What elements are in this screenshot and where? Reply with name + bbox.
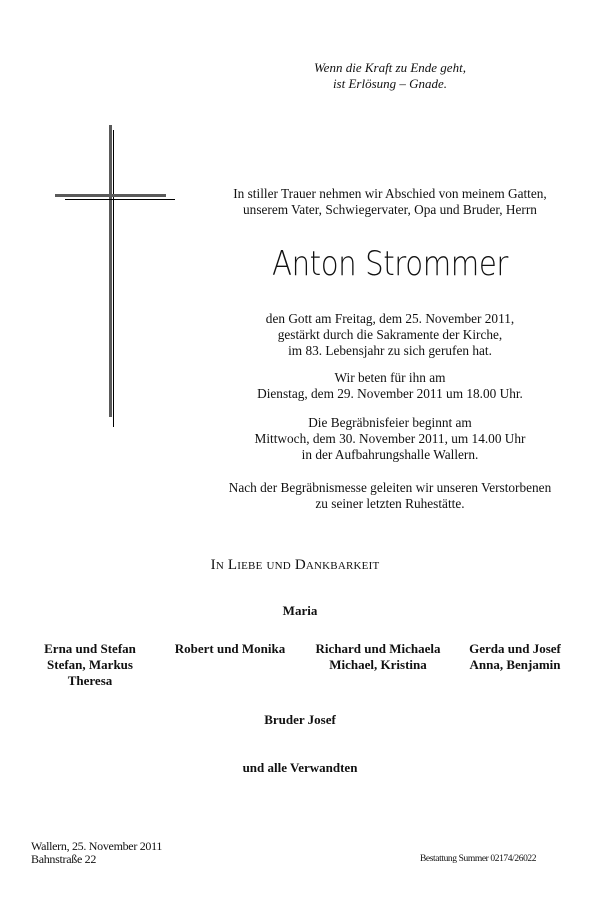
family-line: Erna und Stefan (44, 641, 136, 656)
family-line: Robert und Monika (174, 641, 286, 656)
cross-horizontal-thin-line (65, 199, 175, 200)
family-line: Stefan, Markus (47, 657, 133, 672)
mourner-family (15, 641, 165, 689)
family-line: Anna, Benjamin (469, 657, 561, 672)
prayer-notice (200, 370, 580, 402)
prayer-line: Dienstag, dem 29. November 2011 um 18.00 Uhr. (257, 386, 523, 401)
burial-notice (200, 480, 580, 512)
intro-text (200, 186, 580, 218)
cross-vertical-thin-line (113, 130, 114, 427)
family-line: Michael, Kristina (329, 657, 427, 672)
footer-undertaker: Bestattung Summer 02174/26022 (420, 854, 537, 864)
funeral-line: in der Aufbahrungshalle Wallern. (301, 447, 479, 462)
burial-line: Nach der Begräbnismesse geleiten wir unseren Verstorbenen (228, 480, 552, 495)
death-notice-line: im 83. Lebensjahr zu sich gerufen hat. (288, 343, 492, 358)
mourner-family (155, 641, 305, 657)
footer-address-block (31, 840, 162, 866)
mourner-spouse: Maria (282, 603, 318, 618)
deceased-name: Anton Strommer (272, 244, 508, 284)
motto-line: Wenn die Kraft zu Ende geht, (314, 60, 466, 75)
footer-address: Bahnstraße 22 (31, 852, 97, 866)
mourner-family (303, 641, 453, 673)
mourner-relatives: und alle Verwandten (242, 760, 358, 775)
prayer-line: Wir beten für ihn am (334, 370, 446, 385)
family-line: Theresa (67, 673, 113, 688)
family-line: Richard und Michaela (315, 641, 441, 656)
burial-line: zu seiner letzten Ruhestätte. (315, 496, 465, 511)
mourners-heading: In Liebe und Dankbarkeit (210, 557, 380, 573)
mourner-family (440, 641, 590, 673)
mourner-sibling: Bruder Josef (264, 712, 336, 727)
footer-place-date: Wallern, 25. November 2011 (31, 839, 163, 853)
funeral-notice (200, 415, 580, 463)
funeral-line: Mittwoch, dem 30. November 2011, um 14.00 Uhr (254, 431, 526, 446)
death-notice (200, 311, 580, 359)
cross-vertical-thick-bar (109, 125, 112, 417)
death-notice-line: gestärkt durch die Sakramente der Kirche, (277, 327, 503, 342)
family-line: Gerda und Josef (469, 641, 561, 656)
motto-line: ist Erlösung – Gnade. (332, 76, 448, 91)
motto (240, 60, 540, 92)
funeral-line: Die Begräbnisfeier beginnt am (308, 415, 472, 430)
cross-horizontal-thick-bar (55, 194, 166, 197)
death-notice-line: den Gott am Freitag, dem 25. November 2011, (265, 311, 515, 326)
intro-line: unserem Vater, Schwiegervater, Opa und Bruder, Herrn (243, 202, 537, 217)
intro-line: In stiller Trauer nehmen wir Abschied von meinem Gatten, (233, 186, 547, 201)
